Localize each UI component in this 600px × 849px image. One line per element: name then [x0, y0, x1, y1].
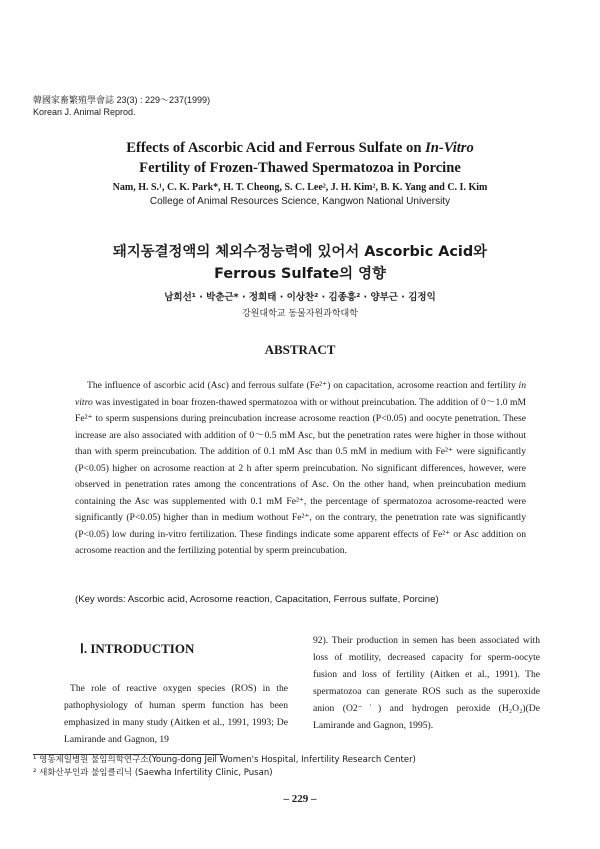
- affiliation-english: College of Animal Resources Science, Kangwon National University: [149, 196, 451, 207]
- footnote-1: ¹ 영동제일병원 불임의학연구소(Young-dong Jeil Women's Hospital, Infertility Research Center): [33, 755, 416, 765]
- abstract-part2: was investigated in boar frozen-thawed spermatozoa with or without preincubation. The addition of 0～1.0 mM Fe²⁺ to sperm suspensions during preincubation increase acrosome reaction (P<0.05) and oocyte penetration. These increase are also associated with addition of 0～0.5 mM Asc, but the penetration rates were higher in those without than with sperm preincubation. The addition of 0.1 mM Asc than 0.5 mM in medium with Fe²⁺ were significantly (P<0.05) higher on acrosome reaction at 2 h after sperm preincubation. No significant differences, however, were observed in penetration rates among the concentrations of Asc. On the other hand, when preincubation medium containing the Asc was supplemented with 0.1 mM Fe²⁺, the percentage of spermatozoa acrosome-reacted were significantly (P<0.05) higher than in medium wothout Fe²⁺, on the contrary, the penetration rate was significantly (P<0.05) low during in-vitro fertilization. These findings indicate some apparent effects of Fe²⁺ or Asc addition on acrosome reaction and the fertilizing potential by sperm preincubation.: [75, 396, 526, 556]
- authors-english: Nam, H. S.¹, C. K. Park*, H. T. Cheong, S. C. Lee², J. H. Kim², B. K. Yang and C. I. Kim: [112, 182, 488, 193]
- introduction-heading: Ⅰ. INTRODUCTION: [80, 641, 195, 656]
- english-title-line2: Fertility of Frozen-Thawed Spermatozoa in Porcine: [139, 160, 461, 176]
- korean-title-line2: Ferrous Sulfate의 영향: [214, 266, 386, 282]
- abstract-body: [75, 378, 526, 560]
- footnotes: [33, 754, 573, 780]
- english-title: [0, 138, 600, 178]
- abstract-heading: ABSTRACT: [264, 342, 336, 357]
- affiliation-korean: 강원대학교 동물자원과학대학: [242, 309, 358, 319]
- journal-citation: [33, 94, 210, 118]
- abstract-italic: in vitro: [75, 380, 526, 408]
- authors-korean: 남희선¹ · 박춘근* · 정희태 · 이상찬² · 김종흥² · 양부근 · 김정익: [164, 292, 436, 303]
- keywords: (Key words: Ascorbic acid, Acrosome reaction, Capacitation, Ferrous sulfate, Porcine): [75, 594, 439, 605]
- introduction-right-column: 92). Their production in semen has been associated with loss of motility, decreased capacity for sperm-oocyte fusion and loss of fertility (Aitken et al., 1991). The spermatozoa can generate ROS such as the superoxide anion (O2⁻˙) and hydrogen peroxide (H₂O₂)(De Lamirande and Gagnon, 1995).: [313, 635, 540, 731]
- english-title-italic: In-Vitro: [425, 140, 474, 156]
- abstract-part1: The influence of ascorbic acid (Asc) and ferrous sulfate (Fe²⁺) on capacitation, acrosome reaction and fertility: [87, 380, 519, 391]
- english-title-line1: Effects of Ascorbic Acid and Ferrous Sulfate on: [126, 140, 426, 156]
- footnote-2: ² 새화산부인과 불임클리닉 (Saewha Infertility Clinic, Pusan): [33, 768, 273, 778]
- introduction-left-column: The role of reactive oxygen species (ROS) in the pathophysiology of human sperm function has been emphasized in many study (Aitken et al., 1991, 1993; De Lamirande and Gagnon, 19: [64, 683, 288, 745]
- introduction-section: [64, 640, 288, 658]
- journal-citation-line1: 韓國家畜繁殖學會誌 23(3) : 229～237(1999): [33, 95, 211, 105]
- page-number: – 229 –: [283, 793, 317, 805]
- korean-title-line1: 돼지동결정액의 체외수정능력에 있어서 Ascorbic Acid와: [112, 244, 488, 260]
- journal-citation-line2: Korean J. Animal Reprod.: [33, 107, 136, 117]
- korean-title: [0, 241, 600, 285]
